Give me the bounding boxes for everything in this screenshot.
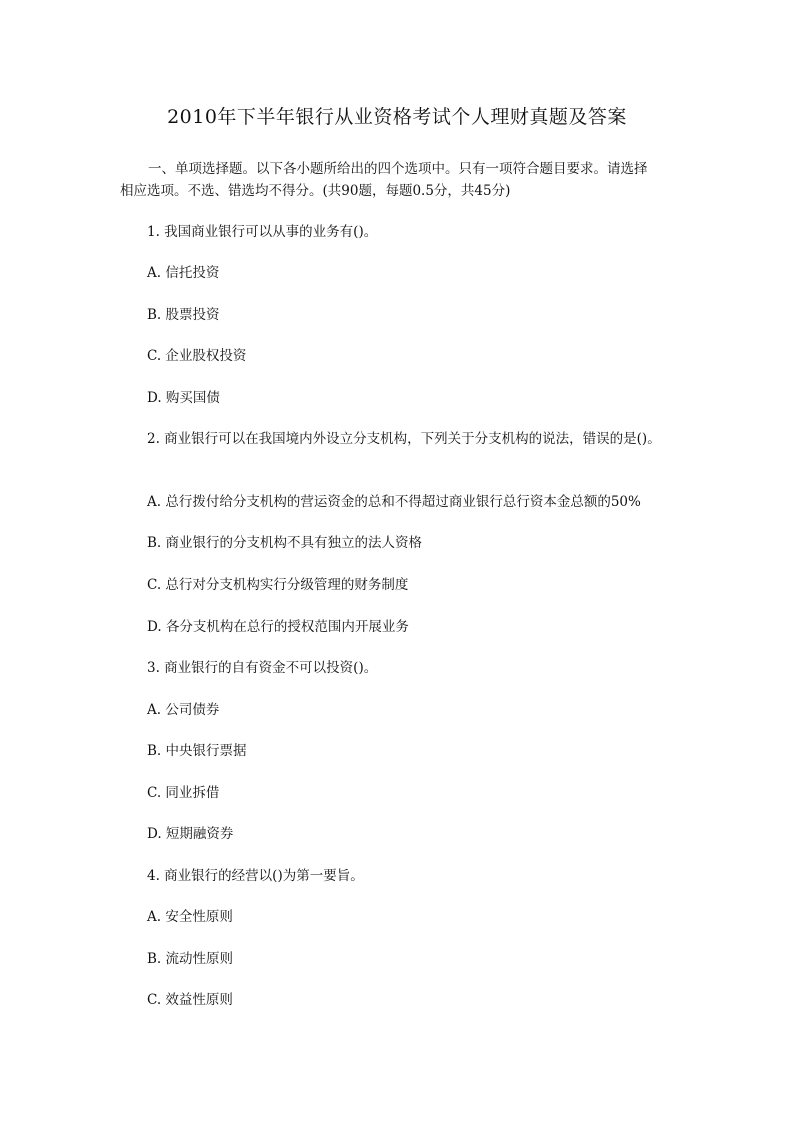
question-1-option-c: C. 企业股权投资 (147, 348, 247, 364)
question-1-option-d: D. 购买国债 (147, 390, 220, 406)
question-3-stem: 3. 商业银行的自有资金不可以投资()。 (147, 660, 378, 676)
question-2-option-a: A. 总行拨付给分支机构的营运资金的总和不得超过商业银行总行资本金总额的50% (147, 494, 641, 510)
document-title: 2010年下半年银行从业资格考试个人理财真题及答案 (167, 106, 627, 128)
question-2-stem: 2. 商业银行可以在我国境内外设立分支机构，下列关于分支机构的说法，错误的是()。 (147, 431, 661, 447)
question-2-option-c: C. 总行对分支机构实行分级管理的财务制度 (147, 577, 409, 593)
question-4-option-c: C. 效益性原则 (147, 992, 233, 1008)
question-4-option-b: B. 流动性原则 (147, 951, 234, 967)
intro-line-1: 一、单项选择题。以下各小题所给出的四个选项中。只有一项符合题目要求。请选择 (148, 161, 648, 177)
question-3-option-b: B. 中央银行票据 (147, 743, 247, 759)
question-1-option-a: A. 信托投资 (147, 265, 220, 281)
question-1-stem: 1. 我国商业银行可以从事的业务有()。 (147, 224, 378, 240)
question-2-option-d: D. 各分支机构在总行的授权范围内开展业务 (147, 619, 409, 635)
question-1-option-b: B. 股票投资 (147, 307, 220, 323)
question-4-option-a: A. 安全性原则 (147, 909, 233, 925)
question-3-option-a: A. 公司债券 (147, 702, 220, 718)
question-3-option-d: D. 短期融资券 (147, 826, 234, 842)
question-2-option-b: B. 商业银行的分支机构不具有独立的法人资格 (147, 535, 423, 551)
question-4-stem: 4. 商业银行的经营以()为第一要旨。 (147, 868, 364, 884)
intro-line-2: 相应选项。不选、错选均不得分。(共90题，每题0.5分，共45分) (120, 183, 511, 199)
question-3-option-c: C. 同业拆借 (147, 785, 220, 801)
section-intro (120, 158, 680, 202)
